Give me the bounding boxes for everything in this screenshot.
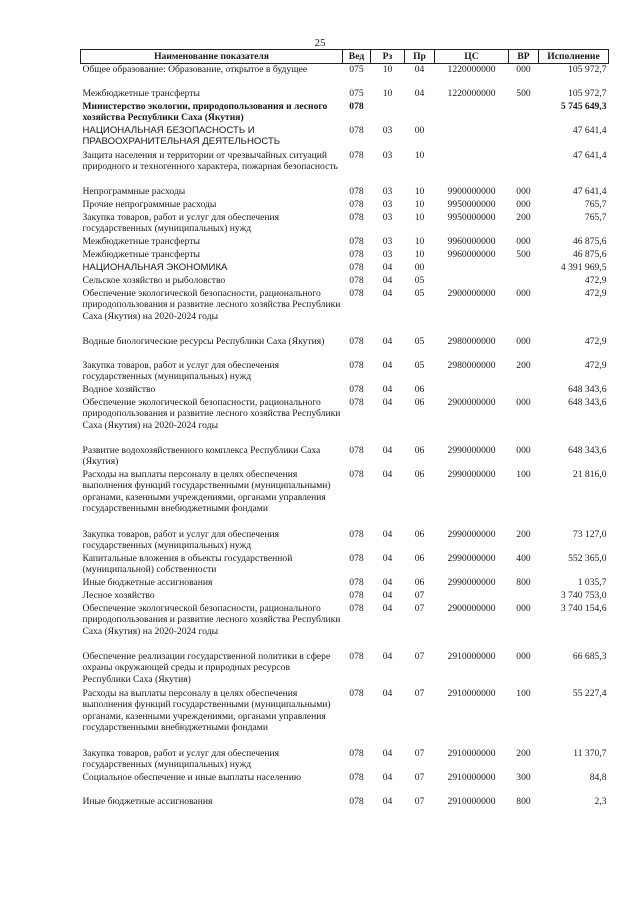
row-execution: 47 641,4 (572, 149, 607, 161)
row-name: НАЦИОНАЛЬНАЯ ЭКОНОМИКА (82, 261, 228, 273)
row-name: Непрограммные расходы (82, 185, 186, 197)
row-name: Лесное хозяйство (82, 589, 155, 601)
table-row (81, 212, 609, 236)
row-cs (435, 125, 509, 150)
row-pr: 07 (414, 687, 425, 699)
row-cs: 2990000000 (447, 528, 496, 540)
row-cs: 2990000000 (447, 576, 496, 588)
row-rz (371, 101, 405, 125)
row-name: Защита населения и территории от чрезвычайных ситуаций природного и техногенного характера, пожарная безопасность (82, 149, 338, 173)
row-execution: 648 343,6 (568, 396, 607, 408)
row-name: Водные биологические ресурсы Республики Саха (Якутия) (82, 335, 325, 347)
header-rz: Рз (371, 50, 405, 64)
table-row (81, 748, 609, 772)
row-execution: 11 370,7 (573, 747, 607, 759)
row-pr: 10 (414, 235, 425, 247)
table-row (81, 590, 609, 603)
row-execution: 66 685,3 (572, 650, 607, 662)
row-rz: 03 (382, 198, 393, 210)
row-ved: 078 (349, 149, 364, 161)
row-pr: 07 (414, 795, 425, 807)
row-pr: 05 (414, 359, 425, 371)
row-rz: 04 (382, 528, 393, 540)
row-ved: 078 (349, 687, 364, 699)
row-execution: 472,9 (584, 287, 607, 299)
row-ved: 078 (349, 602, 364, 614)
row-vr (509, 125, 539, 150)
row-vr (509, 275, 539, 288)
row-name: Закупка товаров, работ и услуг для обеспечения государственных (муниципальных) нужд (82, 211, 280, 235)
row-cs: 2900000000 (447, 396, 496, 408)
row-pr: 06 (414, 383, 425, 395)
header-pr: Пр (405, 50, 435, 64)
row-rz: 03 (382, 149, 393, 161)
row-execution: 552 365,0 (568, 552, 607, 564)
table-row (81, 150, 609, 186)
row-rz: 03 (382, 248, 393, 260)
row-execution: 21 816,0 (572, 468, 607, 480)
table-row (81, 384, 609, 397)
row-execution: 84,8 (589, 771, 607, 783)
row-cs: 2990000000 (447, 552, 496, 564)
table-row (81, 445, 609, 469)
row-name: Обеспечение реализации государственной политики в сфере охраны окружающей среды и природных ресурсов Республики Саха (Якутия) (82, 650, 331, 685)
row-execution: 765,7 (584, 198, 607, 210)
row-rz: 04 (382, 396, 393, 408)
row-rz: 04 (382, 261, 393, 273)
row-rz: 04 (382, 274, 393, 286)
row-cs (435, 590, 509, 603)
table-row (81, 262, 609, 275)
row-vr: 800 (516, 576, 531, 588)
row-vr: 000 (516, 287, 531, 299)
row-cs: 2910000000 (447, 771, 496, 783)
table-row (81, 529, 609, 553)
row-cs: 1220000000 (447, 87, 496, 99)
table-body (81, 64, 609, 809)
row-execution: 73 127,0 (572, 528, 607, 540)
table-row (81, 186, 609, 199)
row-execution: 472,9 (584, 274, 607, 286)
row-ved: 078 (349, 589, 364, 601)
row-cs: 2910000000 (447, 795, 496, 807)
row-pr: 06 (414, 552, 425, 564)
row-name: Обеспечение экологической безопасности, рационального природопользования и развитие лесного хозяйства Республики Саха (Якутия) на 2020-2024 годы (82, 396, 341, 431)
row-execution: 55 227,4 (572, 687, 607, 699)
row-rz: 04 (382, 687, 393, 699)
row-vr: 100 (516, 687, 531, 699)
row-cs (435, 101, 509, 125)
row-name: Межбюджетные трансферты (82, 235, 200, 247)
row-rz: 04 (382, 576, 393, 588)
row-pr: 05 (414, 335, 425, 347)
row-rz: 04 (382, 747, 393, 759)
row-pr: 10 (414, 198, 425, 210)
row-vr: 500 (516, 87, 531, 99)
row-execution: 5 745 649,3 (560, 100, 607, 112)
row-ved: 078 (349, 185, 364, 197)
row-execution: 3 740 154,6 (560, 602, 607, 614)
row-pr: 06 (414, 444, 425, 456)
row-cs: 1220000000 (447, 64, 496, 76)
row-cs (435, 384, 509, 397)
row-pr: 07 (414, 650, 425, 662)
row-pr: 00 (414, 124, 425, 136)
table-row (81, 397, 609, 445)
row-vr (509, 384, 539, 397)
row-vr: 000 (516, 444, 531, 456)
row-name: Иные бюджетные ассигнования (82, 795, 213, 807)
row-execution: 4 391 969,5 (560, 261, 607, 273)
table-row (81, 64, 609, 88)
table-row (81, 101, 609, 125)
row-rz: 04 (382, 552, 393, 564)
row-rz: 04 (382, 444, 393, 456)
row-execution: 648 343,6 (568, 383, 607, 395)
row-ved: 078 (349, 235, 364, 247)
row-pr: 04 (414, 64, 425, 76)
row-execution: 47 641,4 (572, 185, 607, 197)
row-rz: 04 (382, 468, 393, 480)
row-ved: 075 (349, 64, 364, 76)
row-vr: 000 (516, 64, 531, 76)
table-row (81, 249, 609, 262)
row-ved: 078 (349, 650, 364, 662)
row-ved: 078 (349, 248, 364, 260)
row-pr: 06 (414, 468, 425, 480)
row-name: Закупка товаров, работ и услуг для обеспечения государственных (муниципальных) нужд (82, 747, 280, 771)
row-cs: 2900000000 (447, 287, 496, 299)
row-vr: 000 (516, 185, 531, 197)
table-row (81, 288, 609, 336)
row-vr: 300 (516, 771, 531, 783)
row-ved: 078 (349, 261, 364, 273)
row-vr: 200 (516, 747, 531, 759)
row-pr: 06 (414, 396, 425, 408)
row-name: Сельское хозяйство и рыболовство (82, 274, 226, 286)
row-pr: 10 (414, 149, 425, 161)
row-rz: 04 (382, 359, 393, 371)
row-execution: 3 740 753,0 (560, 589, 607, 601)
row-execution: 648 343,6 (568, 444, 607, 456)
row-cs: 2910000000 (447, 687, 496, 699)
row-cs: 9900000000 (447, 185, 496, 197)
row-rz: 04 (382, 589, 393, 601)
row-rz: 10 (382, 87, 393, 99)
row-pr: 07 (414, 747, 425, 759)
row-cs: 2990000000 (447, 444, 496, 456)
row-ved: 078 (349, 124, 364, 136)
row-pr (405, 101, 435, 125)
row-ved: 078 (349, 383, 364, 395)
row-name: Прочие непрограммные расходы (82, 198, 217, 210)
row-pr: 10 (414, 185, 425, 197)
row-ved: 078 (349, 396, 364, 408)
table-row (81, 275, 609, 288)
table-row (81, 199, 609, 212)
row-cs: 9950000000 (447, 211, 496, 223)
row-pr: 05 (414, 274, 425, 286)
row-cs: 2900000000 (447, 602, 496, 614)
row-cs: 2980000000 (447, 359, 496, 371)
row-ved: 078 (349, 552, 364, 564)
row-execution: 472,9 (584, 359, 607, 371)
row-name: Закупка товаров, работ и услуг для обеспечения государственных (муниципальных) нужд (82, 359, 280, 383)
row-pr: 05 (414, 287, 425, 299)
row-name: НАЦИОНАЛЬНАЯ БЕЗОПАСНОСТЬ И ПРАВООХРАНИТЕЛЬНАЯ ДЕЯТЕЛЬНОСТЬ (82, 124, 281, 148)
row-vr: 200 (516, 359, 531, 371)
budget-table (80, 49, 609, 809)
row-rz: 04 (382, 795, 393, 807)
row-rz: 04 (382, 650, 393, 662)
row-ved: 078 (349, 528, 364, 540)
table-row (81, 469, 609, 529)
row-vr: 000 (516, 198, 531, 210)
row-name: Обеспечение экологической безопасности, рационального природопользования и развитие лесного хозяйства Республики Саха (Якутия) на 2020-2024 годы (82, 287, 341, 322)
row-rz: 04 (382, 602, 393, 614)
row-cs: 9950000000 (447, 198, 496, 210)
row-cs: 2980000000 (447, 335, 496, 347)
table-row (81, 553, 609, 577)
row-vr: 200 (516, 528, 531, 540)
table-row (81, 88, 609, 101)
row-vr: 400 (516, 552, 531, 564)
row-cs: 2910000000 (447, 650, 496, 662)
row-pr: 07 (414, 771, 425, 783)
table-row (81, 603, 609, 651)
row-pr: 10 (414, 211, 425, 223)
row-name: Межбюджетные трансферты (82, 248, 200, 260)
table-row (81, 577, 609, 590)
header-name: Наименование показателя (81, 50, 343, 64)
row-rz: 03 (382, 124, 393, 136)
row-cs: 9960000000 (447, 248, 496, 260)
row-pr: 06 (414, 576, 425, 588)
row-name: Общее образование: Образование, открытое в будущее (82, 64, 308, 76)
row-name: Водное хозяйство (82, 383, 156, 395)
row-ved: 078 (349, 335, 364, 347)
row-vr: 200 (516, 211, 531, 223)
header-vr: ВР (509, 50, 539, 64)
row-vr: 000 (516, 650, 531, 662)
row-cs: 2990000000 (447, 468, 496, 480)
row-ved: 078 (349, 274, 364, 286)
row-cs (435, 262, 509, 275)
row-execution: 765,7 (584, 211, 607, 223)
row-vr (509, 101, 539, 125)
row-name: Закупка товаров, работ и услуг для обеспечения государственных (муниципальных) нужд (82, 528, 280, 552)
row-name: Иные бюджетные ассигнования (82, 576, 213, 588)
row-ved: 078 (349, 747, 364, 759)
row-pr: 07 (414, 602, 425, 614)
row-rz: 03 (382, 235, 393, 247)
row-ved: 078 (349, 211, 364, 223)
row-execution: 2,3 (594, 795, 607, 807)
row-ved: 078 (349, 576, 364, 588)
table-header (81, 50, 609, 64)
table-row (81, 336, 609, 360)
row-ved: 078 (349, 771, 364, 783)
table-row (81, 236, 609, 249)
page-number: 25 (314, 37, 326, 49)
row-name: Расходы на выплаты персоналу в целях обеспечения выполнения функций государственными (муниципальными) органами, казенными учреждениями, органами управления государственными внебюджетными фондами (82, 687, 331, 734)
table-row (81, 772, 609, 796)
row-name: Межбюджетные трансферты (82, 87, 200, 99)
row-execution: 46 875,6 (572, 248, 607, 260)
row-rz: 04 (382, 335, 393, 347)
table-row (81, 796, 609, 809)
row-name: Капитальные вложения в объекты государственной (муниципальной) собственности (82, 552, 293, 576)
row-execution: 1 035,7 (577, 576, 607, 588)
table-row (81, 125, 609, 150)
row-pr: 04 (414, 87, 425, 99)
row-rz: 04 (382, 771, 393, 783)
row-ved: 078 (349, 287, 364, 299)
row-vr (509, 150, 539, 186)
row-vr (509, 590, 539, 603)
row-vr: 000 (516, 396, 531, 408)
row-vr: 100 (516, 468, 531, 480)
row-vr: 800 (516, 795, 531, 807)
row-pr: 10 (414, 248, 425, 260)
row-execution: 47 641,4 (572, 124, 607, 136)
row-ved: 078 (349, 444, 364, 456)
row-ved: 078 (349, 468, 364, 480)
row-ved: 075 (349, 87, 364, 99)
row-execution: 105 972,7 (568, 87, 607, 99)
row-cs: 2910000000 (447, 747, 496, 759)
row-name: Расходы на выплаты персоналу в целях обеспечения выполнения функций государственными (муниципальными) органами, казенными учреждениями, органами управления государственными внебюджетными фондами (82, 468, 331, 515)
row-execution: 472,9 (584, 335, 607, 347)
row-name: Обеспечение экологической безопасности, рационального природопользования и развитие лесного хозяйства Республики Саха (Якутия) на 2020-2024 годы (82, 602, 341, 637)
table-row (81, 688, 609, 748)
row-vr: 000 (516, 235, 531, 247)
row-cs (435, 150, 509, 186)
row-rz: 04 (382, 383, 393, 395)
row-ved: 078 (349, 198, 364, 210)
table-row (81, 651, 609, 688)
row-rz: 03 (382, 185, 393, 197)
row-pr: 07 (414, 589, 425, 601)
row-name: Министерство экологии, природопользования и лесного хозяйства Республики Саха (Якутия) (82, 100, 328, 124)
row-ved: 078 (349, 359, 364, 371)
row-vr: 500 (516, 248, 531, 260)
row-rz: 10 (382, 64, 393, 76)
row-execution: 46 875,6 (572, 235, 607, 247)
header-ved: Вед (343, 50, 371, 64)
row-name: Развитие водохозяйственного комплекса Республики Саха (Якутия) (82, 444, 321, 468)
table-row (81, 360, 609, 384)
row-cs (435, 275, 509, 288)
header-execution: Исполнение (539, 50, 609, 64)
row-vr: 000 (516, 602, 531, 614)
header-cs: ЦС (435, 50, 509, 64)
row-ved: 078 (349, 100, 364, 112)
row-vr: 000 (516, 335, 531, 347)
row-name: Социальное обеспечение и иные выплаты населению (82, 771, 301, 783)
row-ved: 078 (349, 795, 364, 807)
row-execution: 105 972,7 (568, 64, 607, 76)
row-rz: 04 (382, 287, 393, 299)
row-pr: 00 (414, 261, 425, 273)
row-cs: 9960000000 (447, 235, 496, 247)
row-pr: 06 (414, 528, 425, 540)
row-vr (509, 262, 539, 275)
row-rz: 03 (382, 211, 393, 223)
